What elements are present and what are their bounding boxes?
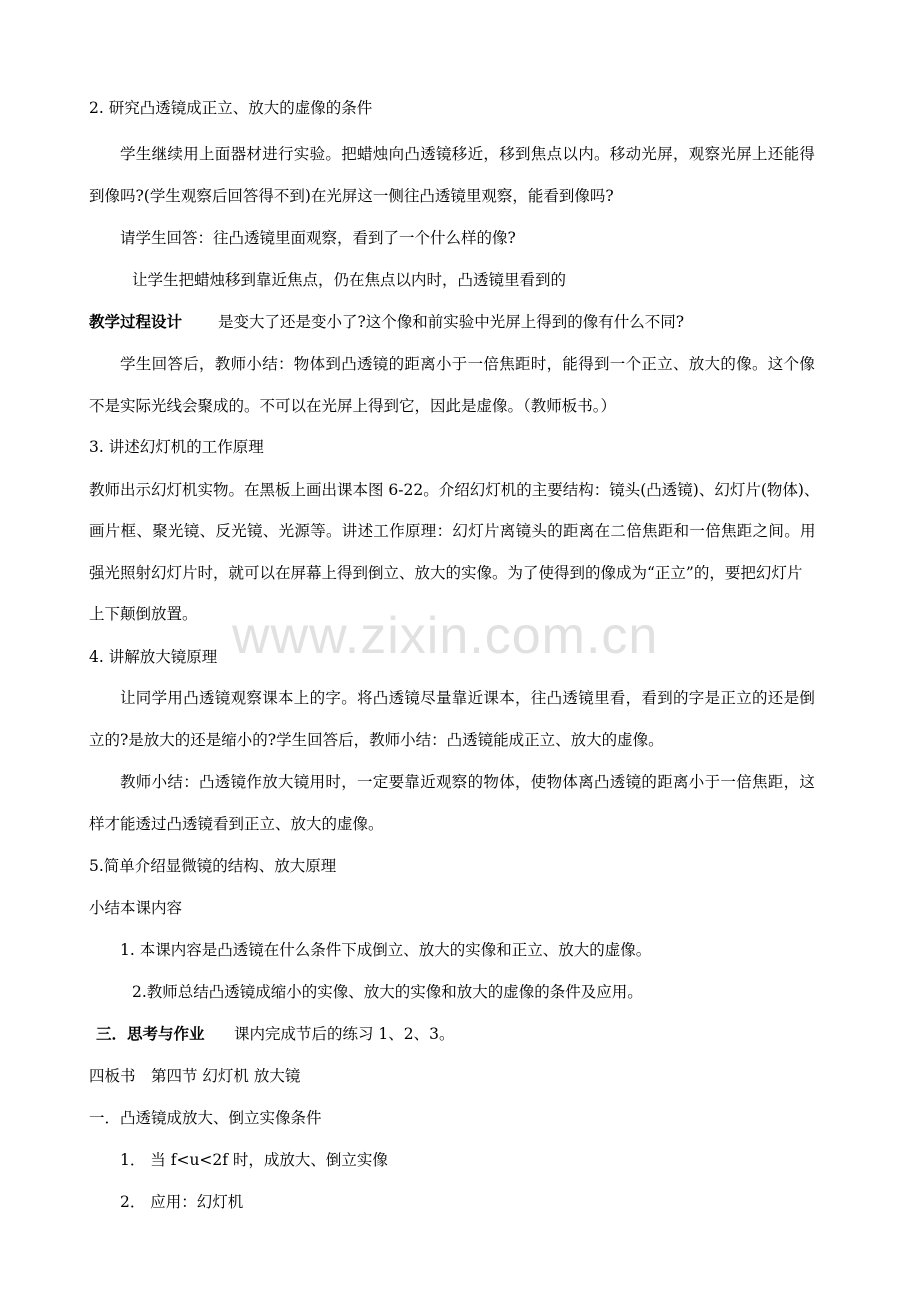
board-heading: 一．凸透镜成放大、倒立实像条件	[89, 1109, 322, 1127]
watermark: www.zixin.com.cn	[232, 607, 659, 665]
paragraph-line: 课内完成节后的练习 1、2、3。	[234, 1025, 455, 1043]
section-heading-summary: 小结本课内容	[89, 899, 183, 917]
paragraph-line: 让学生把蜡烛移到靠近焦点，仍在焦点以内时，凸透镜里看到的	[132, 271, 567, 289]
list-item: 2.教师总结凸透镜成缩小的实像、放大的实像和放大的虚像的条件及应用。	[132, 983, 643, 1001]
paragraph-line: 学生回答后，教师小结：物体到凸透镜的距离小于一倍焦距时，能得到一个正立、放大的像。这个像	[120, 355, 816, 373]
list-item: 2． 应用：幻灯机	[120, 1193, 244, 1211]
section-heading-5: 5.简单介绍显微镜的结构、放大原理	[89, 857, 337, 875]
paragraph-line: 画片框、聚光镜、反光镜、光源等。讲述工作原理：幻灯片离镜头的距离在二倍焦距和一倍焦距之间。用	[89, 522, 816, 540]
list-item: 1. 本课内容是凸透镜在什么条件下成倒立、放大的实像和正立、放大的虚像。	[120, 941, 652, 959]
paragraph-line: 教师小结：凸透镜作放大镜用时，一定要靠近观察的物体，使物体离凸透镜的距离小于一倍焦距，这	[120, 773, 816, 791]
paragraph-line: 是变大了还是变小了?这个像和前实验中光屏上得到的像有什么不同?	[218, 313, 685, 331]
paragraph-line: 上下颠倒放置。	[89, 605, 198, 623]
paragraph-line: 学生继续用上面器材进行实验。把蜡烛向凸透镜移近，移到焦点以内。移动光屏，观察光屏上还能得	[120, 145, 816, 163]
section-heading-2: 2. 研究凸透镜成正立、放大的虚像的条件	[89, 99, 373, 117]
list-item: 1． 当 f<u<2f 时，成放大、倒立实像	[120, 1151, 388, 1169]
paragraph-line: 请学生回答：往凸透镜里面观察，看到了一个什么样的像?	[120, 229, 516, 247]
side-label: 教学过程设计	[89, 313, 183, 331]
paragraph-line: 不是实际光线会聚成的。不可以在光屏上得到它，因此是虚像。（教师板书。）	[89, 397, 617, 415]
paragraph-line: 让同学用凸透镜观察课本上的字。将凸透镜尽量靠近课本，往凸透镜里看，看到的字是正立的还是倒	[120, 689, 816, 707]
paragraph-line: 到像吗?(学生观察后回答得不到)在光屏这一侧往凸透镜里观察，能看到像吗?	[89, 187, 614, 205]
paragraph-line: 教师出示幻灯机实物。在黑板上画出课本图 6-22。介绍幻灯机的主要结构：镜头(凸透镜)、幻灯片(物体)、	[89, 481, 820, 499]
section-heading-board: 四板书 第四节 幻灯机 放大镜	[89, 1067, 301, 1085]
section-heading-homework: 三．思考与作业	[96, 1025, 205, 1043]
paragraph-line: 立的?是放大的还是缩小的?学生回答后，教师小结：凸透镜能成正立、放大的虚像。	[89, 731, 664, 749]
paragraph-line: 样才能透过凸透镜看到正立、放大的虚像。	[89, 815, 384, 833]
section-heading-4: 4. 讲解放大镜原理	[89, 648, 218, 666]
section-heading-3: 3. 讲述幻灯机的工作原理	[89, 438, 264, 456]
paragraph-line: 强光照射幻灯片时，就可以在屏幕上得到倒立、放大的实像。为了使得到的像成为“正立”的，要把幻灯片	[89, 564, 803, 582]
